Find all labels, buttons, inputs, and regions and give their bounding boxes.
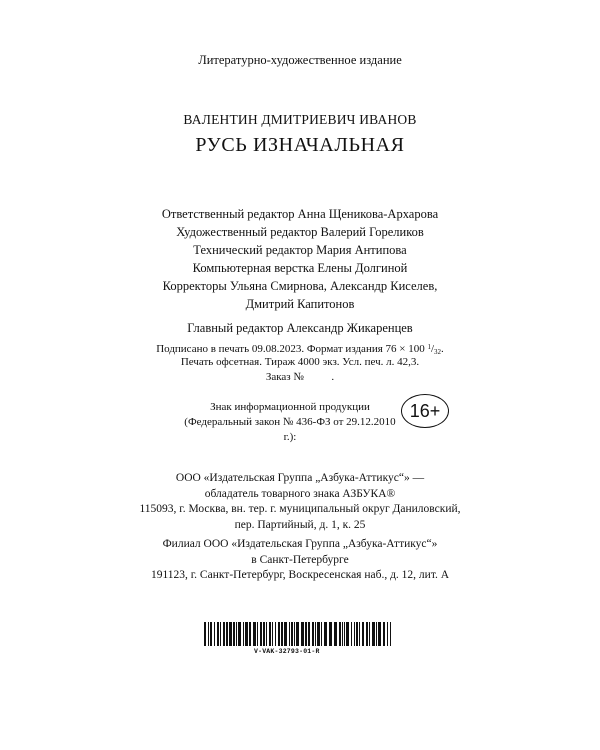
barcode-bar [372,622,375,646]
barcode-bar [369,622,370,646]
barcode-bar [243,622,244,646]
barcode-bar [214,622,215,646]
barcode-bar [223,622,225,646]
barcode-bar [291,622,293,646]
barcode-bar [346,622,349,646]
proofreaders-line-2: Дмитрий Капитонов [245,297,355,311]
barcode-bar [210,622,212,646]
barcode-bar [387,622,388,646]
barcode-bar [334,622,337,646]
barcode-bar [294,622,295,646]
order-label: Заказ № [265,371,304,383]
publisher-line-7: 191123, г. Санкт-Петербург, Воскресенская наб., д. 12, лит. А [150,569,450,581]
barcode-bar [289,622,290,646]
barcode-bar [359,622,360,646]
print-run-line: Печать офсетная. Тираж 4000 экз. Усл. печ. л. 42,3. [180,356,420,368]
barcode-bar [308,622,310,646]
genre-line: Литературно-художественное издание [198,53,402,67]
author-name: ВАЛЕНТИН ДМИТРИЕВИЧ ИВАНОВ [183,112,417,127]
barcode [204,622,394,651]
info-product-line-1: Знак информационной продукции [210,401,370,413]
tech-editor: Технический редактор Мария Антипова [193,243,407,257]
barcode-bar [233,622,235,646]
barcode-bar [249,622,251,646]
barcode-bar [284,622,287,646]
barcode-bar [339,622,341,646]
print-signed-text: Подписано в печать 09.08.2023. Формат издания 76 × 100 [156,343,425,355]
layout-credit: Компьютерная верстка Елены Долгиной [192,261,408,275]
barcode-bar [257,622,258,646]
barcode-bar [378,622,381,646]
publisher-line-1: ООО «Издательская Группа „Азбука-Аттикус“» — [175,472,425,484]
barcode-bar [315,622,316,646]
publisher-line-6: в Санкт-Петербурге [251,553,349,566]
barcode-bar [281,622,283,646]
barcode-bar [321,622,322,646]
barcode-bar [238,622,241,646]
book-title: РУСЬ ИЗНАЧАЛЬНАЯ [195,134,405,156]
order-line: Заказ № . [265,371,335,383]
print-signed-line: Подписано в печать 09.08.2023. Формат издания 76 × 100 $^1$/32. [156,343,444,356]
publisher-info [0,471,600,584]
barcode-bar [260,622,262,646]
publisher-line-4: пер. Партийный, д. 1, к. 25 [234,518,366,531]
barcode-bar [272,622,273,646]
barcode-bar [312,622,314,646]
managing-editor: Ответственный редактор Анна Щеникова-Архарова [161,207,439,221]
barcode-bar [236,622,237,646]
barcode-bar [217,622,219,646]
barcode-bar [275,622,276,646]
barcode-bar [266,622,267,646]
publisher-line-2: обладатель товарного знака АЗБУКА® [204,487,396,500]
barcode-bar [226,622,228,646]
barcode-bar [263,622,265,646]
barcode-bar [354,622,355,646]
barcode-bar [208,622,209,646]
age-rating-badge: 16+ [401,394,449,428]
format-denominator: 32 [434,348,442,356]
barcode-bar [317,622,320,646]
barcode-bar [351,622,352,646]
publisher-line-3: 115093, г. Москва, вн. тер. г. муниципальный округ Даниловский, [139,503,461,515]
info-product-line-2: (Федеральный закон № 436-ФЗ от 29.12.2010 г.): [184,416,396,443]
barcode-bar [344,622,345,646]
barcode-bar [366,622,368,646]
barcode-bar [278,622,280,646]
format-numerator: 1 [427,343,431,351]
staff-credits [0,205,600,337]
barcode-bar [342,622,343,646]
barcode-bar [390,622,391,646]
barcode-bar [253,622,256,646]
barcode-bar [229,622,232,646]
print-details [0,340,600,385]
barcode-bar [356,622,358,646]
proofreaders-line-1: Корректоры Ульяна Смирнова, Александр Киселев, [162,279,438,293]
barcode-bar [329,622,332,646]
barcode-bar [362,622,364,646]
barcode-bar [296,622,299,646]
barcode-bar [269,622,271,646]
barcode-bar [301,622,304,646]
art-editor: Художественный редактор Валерий Гореликов [176,225,424,239]
barcode-code: V-VAK-32793-01-R [254,648,320,655]
info-product-sign [180,400,400,445]
publisher-line-5: Филиал ООО «Издательская Группа „Азбука-Аттикус“» [162,538,438,550]
barcode-bars [204,622,394,646]
barcode-bar [324,622,327,646]
barcode-bar [376,622,377,646]
barcode-bar [220,622,221,646]
chief-editor: Главный редактор Александр Жикаренцев [187,321,413,335]
barcode-bar [245,622,248,646]
barcode-bar [383,622,385,646]
barcode-bar [305,622,307,646]
barcode-bar [204,622,206,646]
